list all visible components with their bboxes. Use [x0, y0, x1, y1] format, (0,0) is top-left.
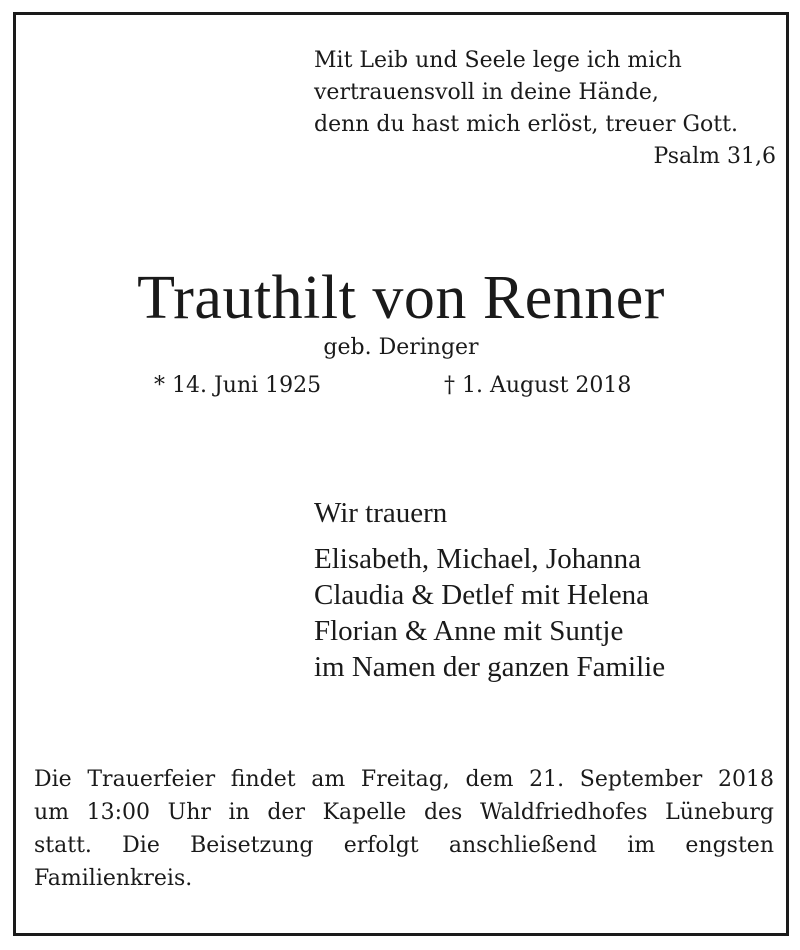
mourner-line: Elisabeth, Michael, Johanna [314, 543, 641, 575]
mourner-line: im Namen der ganzen Familie [314, 651, 666, 683]
mourners-block [314, 495, 665, 685]
verse-line: Mit Leib und Seele lege ich mich [314, 48, 682, 73]
birth-date: * 14. Juni 1925 [154, 373, 322, 398]
verse-line: denn du hast mich erlöst, treuer Gott. [314, 112, 738, 137]
mourner-line: Claudia & Detlef mit Helena [314, 579, 650, 611]
verse-reference: Psalm 31,6 [653, 144, 776, 169]
obituary-notice [13, 12, 789, 936]
funeral-service-info [34, 763, 774, 895]
service-line: Familienkreis. [34, 866, 193, 891]
deceased-name: Trauthilt von Renner [137, 264, 665, 332]
mourner-line: Florian & Anne mit Suntje [314, 615, 624, 647]
verse-line: vertrauensvoll in deine Hände, [314, 80, 659, 105]
mourners-intro: Wir trauern [314, 497, 448, 529]
life-dates [16, 371, 786, 403]
service-line: um 13:00 Uhr in der Kapelle des Waldfriedhofes Lüneburg [34, 800, 774, 825]
death-date: † 1. August 2018 [444, 373, 632, 398]
bible-verse [314, 45, 784, 173]
maiden-name: geb. Deringer [323, 335, 479, 360]
service-line: Die Trauerfeier findet am Freitag, dem 21. September 2018 [34, 767, 774, 792]
service-line: statt. Die Beisetzung erfolgt anschließend im engsten [34, 833, 774, 858]
